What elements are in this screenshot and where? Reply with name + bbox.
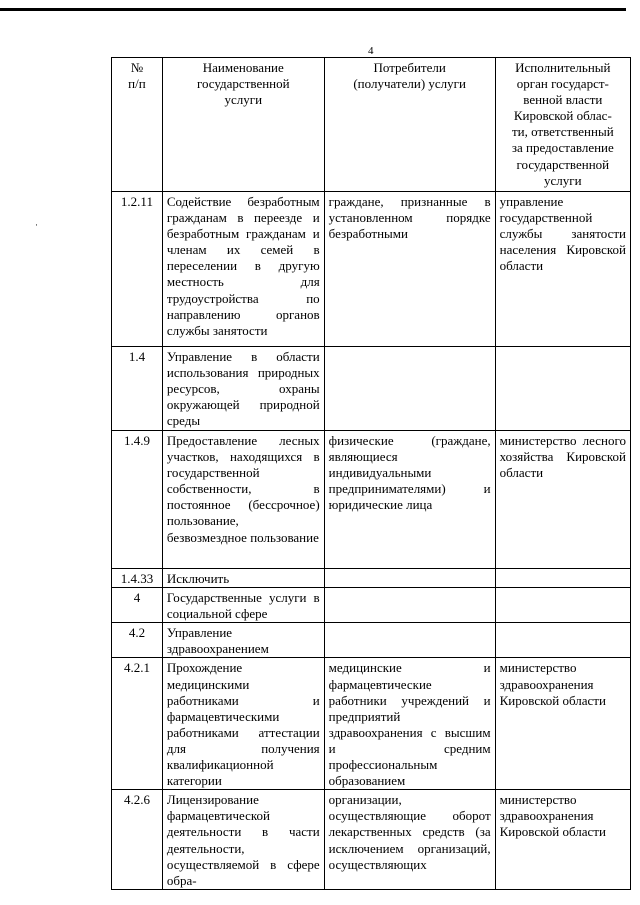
- service-consumers: [324, 623, 495, 658]
- top-rule: [0, 8, 626, 11]
- service-consumers: медицинские и фармацевтические работники учреждений и предприятий здравоохранения с высшим и средним профессиональным образованием: [324, 658, 495, 790]
- margin-mark: ·: [35, 220, 38, 230]
- service-consumers: физические (граждане, являющиеся индивидуальными предпринимателями) и юридические лица: [324, 431, 495, 569]
- service-name: Лицензирование фармацевтической деятельности в части деятельности, осуществляемой в сфере обра-: [162, 790, 324, 890]
- row-number: 4.2: [112, 623, 163, 658]
- table-row: [112, 569, 631, 588]
- service-authority: [495, 347, 630, 431]
- service-consumers: [324, 569, 495, 588]
- service-authority: министерство лесного хозяйства Кировской области: [495, 431, 630, 569]
- service-consumers: [324, 588, 495, 623]
- service-authority: управление государственной службы занятости населения Кировской области: [495, 192, 630, 347]
- service-consumers: организации, осуществляющие оборот лекарственных средств (за исключением организаций, осуществляющих: [324, 790, 495, 890]
- service-name: Предоставление лесных участков, находящихся в государственной собственности, в постоянное (бессрочное) пользование, безвозмездное пользование: [162, 431, 324, 569]
- row-number: 4.2.6: [112, 790, 163, 890]
- row-number: 1.4.9: [112, 431, 163, 569]
- service-authority: [495, 569, 630, 588]
- service-authority: [495, 588, 630, 623]
- service-consumers: граждане, признанные в установленном порядке безработными: [324, 192, 495, 347]
- row-number: 4.2.1: [112, 658, 163, 790]
- table-row: [112, 588, 631, 623]
- row-number: 4: [112, 588, 163, 623]
- service-authority: министерство здравоохранения Кировской области: [495, 790, 630, 890]
- header-service-name: Наименование государственной услуги: [162, 58, 324, 192]
- row-number: 1.2.11: [112, 192, 163, 347]
- table-header-row: [112, 58, 631, 192]
- row-number: 1.4: [112, 347, 163, 431]
- service-authority: министерство здравоохранения Кировской области: [495, 658, 630, 790]
- header-authority: Исполнительный орган государст- венной власти Кировской облас- ти, ответственный за предоставление государственной услуги: [495, 58, 630, 192]
- services-table: [111, 57, 631, 890]
- service-consumers: [324, 347, 495, 431]
- table-row: [112, 347, 631, 431]
- table-row: [112, 623, 631, 658]
- table-row: [112, 192, 631, 347]
- service-name: Государственные услуги в социальной сфере: [162, 588, 324, 623]
- service-name: Содействие безработным гражданам в переезде и безработным гражданам и членам их семей в переселении в другую местность для трудоустройства по направлению органов службы занятости: [162, 192, 324, 347]
- service-name: Управление в области использования природных ресурсов, охраны окружающей природной среды: [162, 347, 324, 431]
- header-consumers: Потребители (получатели) услуги: [324, 58, 495, 192]
- service-name: Прохождение медицинскими работниками и фармацевтическими работниками аттестации для получения квалификационной категории: [162, 658, 324, 790]
- table-row: [112, 658, 631, 790]
- service-name: Управление здравоохранением: [162, 623, 324, 658]
- page-number: 4: [368, 45, 374, 57]
- service-name: Исключить: [162, 569, 324, 588]
- table-row: [112, 431, 631, 569]
- table-row: [112, 790, 631, 890]
- row-number: 1.4.33: [112, 569, 163, 588]
- header-number: № п/п: [112, 58, 163, 192]
- service-authority: [495, 623, 630, 658]
